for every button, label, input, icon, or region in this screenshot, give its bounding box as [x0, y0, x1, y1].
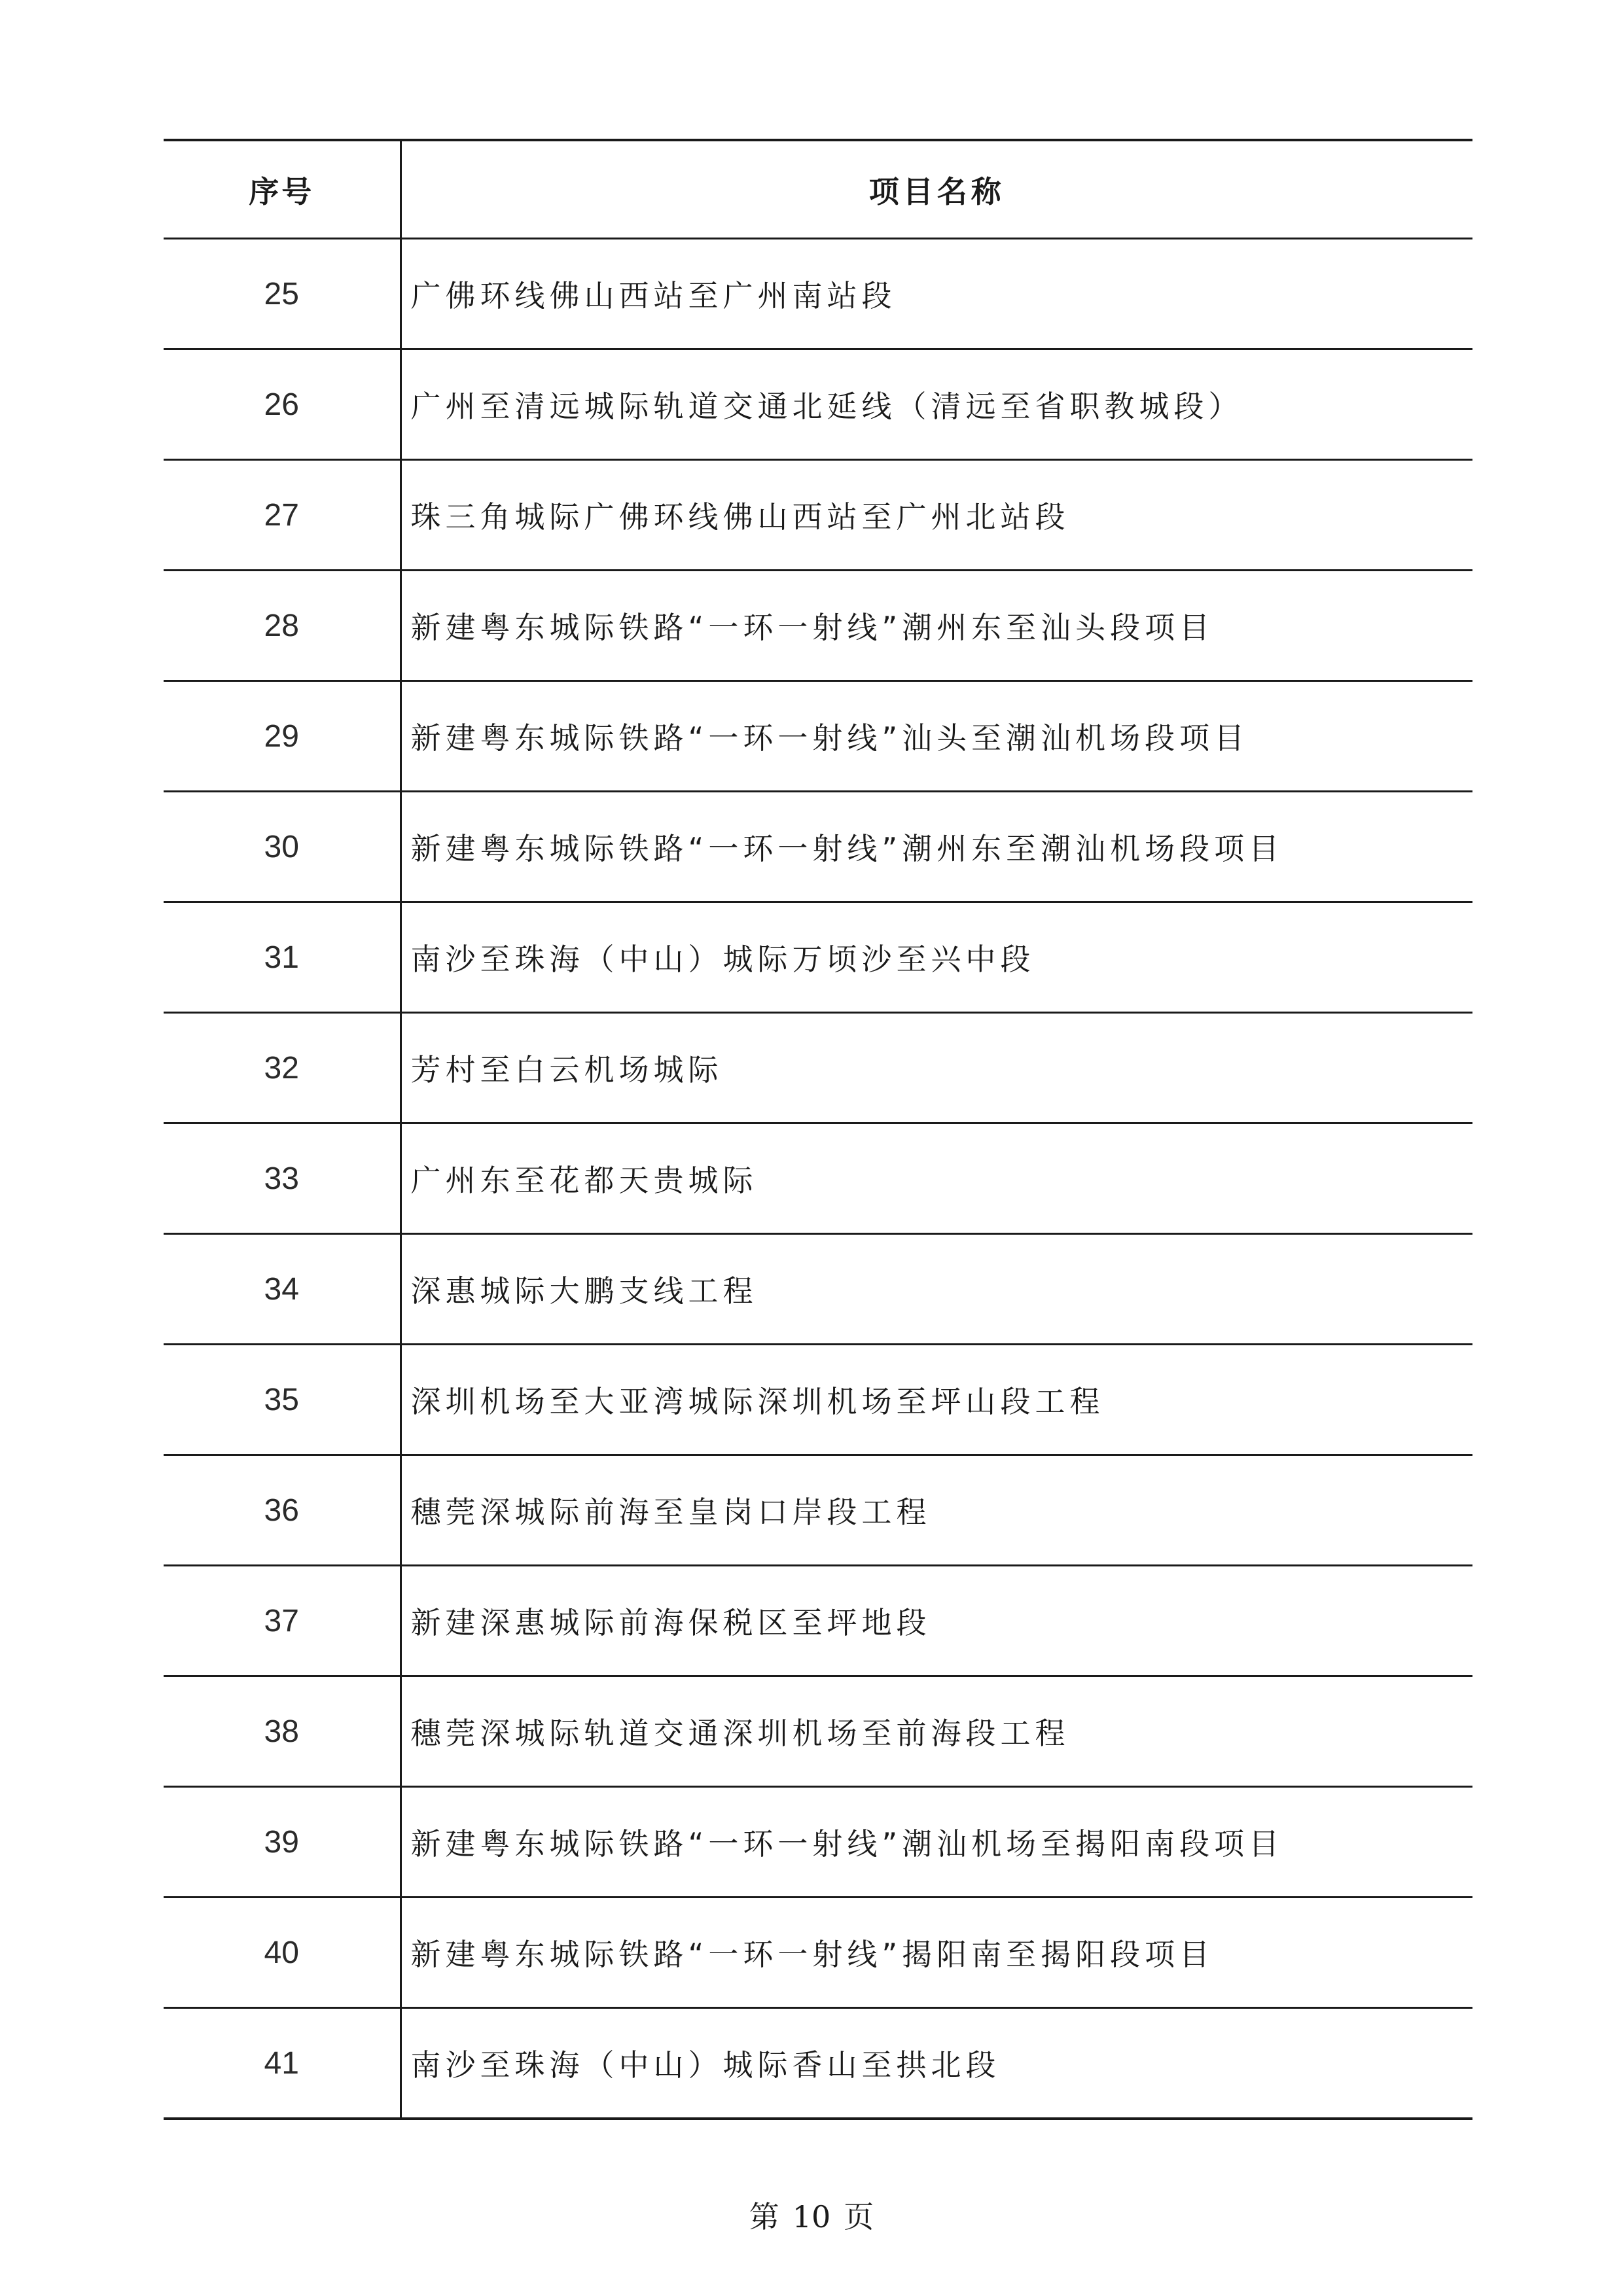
row-seq: 41: [164, 2008, 401, 2119]
row-seq: 27: [164, 460, 401, 571]
row-seq: 25: [164, 239, 401, 349]
row-project-name: 南沙至珠海（中山）城际香山至拱北段: [401, 2008, 1472, 2119]
table-row: [164, 2008, 1472, 2119]
row-project-name: 新建粤东城际铁路“一环一射线”揭阳南至揭阳段项目: [401, 1898, 1472, 2008]
table-row: [164, 1013, 1472, 1123]
table-row: [164, 1345, 1472, 1455]
table-row: [164, 681, 1472, 792]
page-number-suffix: 页: [844, 2199, 874, 2234]
row-project-name: 深圳机场至大亚湾城际深圳机场至坪山段工程: [401, 1345, 1472, 1455]
row-seq: 29: [164, 681, 401, 792]
table-row: [164, 902, 1472, 1013]
table-row: [164, 1566, 1472, 1676]
row-seq: 37: [164, 1566, 401, 1676]
row-seq: 28: [164, 571, 401, 681]
page-number: 10: [792, 2199, 831, 2234]
table-row: [164, 1234, 1472, 1345]
row-project-name: 新建粤东城际铁路“一环一射线”汕头至潮汕机场段项目: [401, 681, 1472, 792]
row-project-name: 广佛环线佛山西站至广州南站段: [401, 239, 1472, 349]
row-project-name: 深惠城际大鹏支线工程: [401, 1234, 1472, 1345]
page-number-prefix: 第: [749, 2199, 779, 2234]
row-seq: 38: [164, 1676, 401, 1787]
table-row: [164, 1787, 1472, 1898]
row-project-name: 南沙至珠海（中山）城际万顷沙至兴中段: [401, 902, 1472, 1013]
row-project-name: 广州至清远城际轨道交通北延线（清远至省职教城段）: [401, 349, 1472, 460]
table-row: [164, 1898, 1472, 2008]
row-project-name: 新建粤东城际铁路“一环一射线”潮州东至汕头段项目: [401, 571, 1472, 681]
header-seq: 序号: [164, 140, 401, 239]
row-seq: 32: [164, 1013, 401, 1123]
row-seq: 36: [164, 1455, 401, 1566]
row-seq: 39: [164, 1787, 401, 1898]
table-row: [164, 792, 1472, 902]
header-project-name: 项目名称: [401, 140, 1472, 239]
row-project-name: 新建深惠城际前海保税区至坪地段: [401, 1566, 1472, 1676]
row-seq: 34: [164, 1234, 401, 1345]
row-project-name: 芳村至白云机场城际: [401, 1013, 1472, 1123]
row-seq: 26: [164, 349, 401, 460]
row-project-name: 珠三角城际广佛环线佛山西站至广州北站段: [401, 460, 1472, 571]
row-seq: 33: [164, 1123, 401, 1234]
table-row: [164, 571, 1472, 681]
row-seq: 35: [164, 1345, 401, 1455]
row-project-name: 广州东至花都天贵城际: [401, 1123, 1472, 1234]
page-number-footer: [0, 2193, 1623, 2236]
row-project-name: 穗莞深城际前海至皇岗口岸段工程: [401, 1455, 1472, 1566]
table-row: [164, 1123, 1472, 1234]
row-project-name: 穗莞深城际轨道交通深圳机场至前海段工程: [401, 1676, 1472, 1787]
row-seq: 30: [164, 792, 401, 902]
table-row: [164, 460, 1472, 571]
table-row: [164, 349, 1472, 460]
row-seq: 40: [164, 1898, 401, 2008]
table-row: [164, 1455, 1472, 1566]
table-header-row: [164, 140, 1472, 239]
table-row: [164, 1676, 1472, 1787]
project-table: [164, 139, 1472, 2120]
row-seq: 31: [164, 902, 401, 1013]
table-row: [164, 239, 1472, 349]
row-project-name: 新建粤东城际铁路“一环一射线”潮汕机场至揭阳南段项目: [401, 1787, 1472, 1898]
row-project-name: 新建粤东城际铁路“一环一射线”潮州东至潮汕机场段项目: [401, 792, 1472, 902]
